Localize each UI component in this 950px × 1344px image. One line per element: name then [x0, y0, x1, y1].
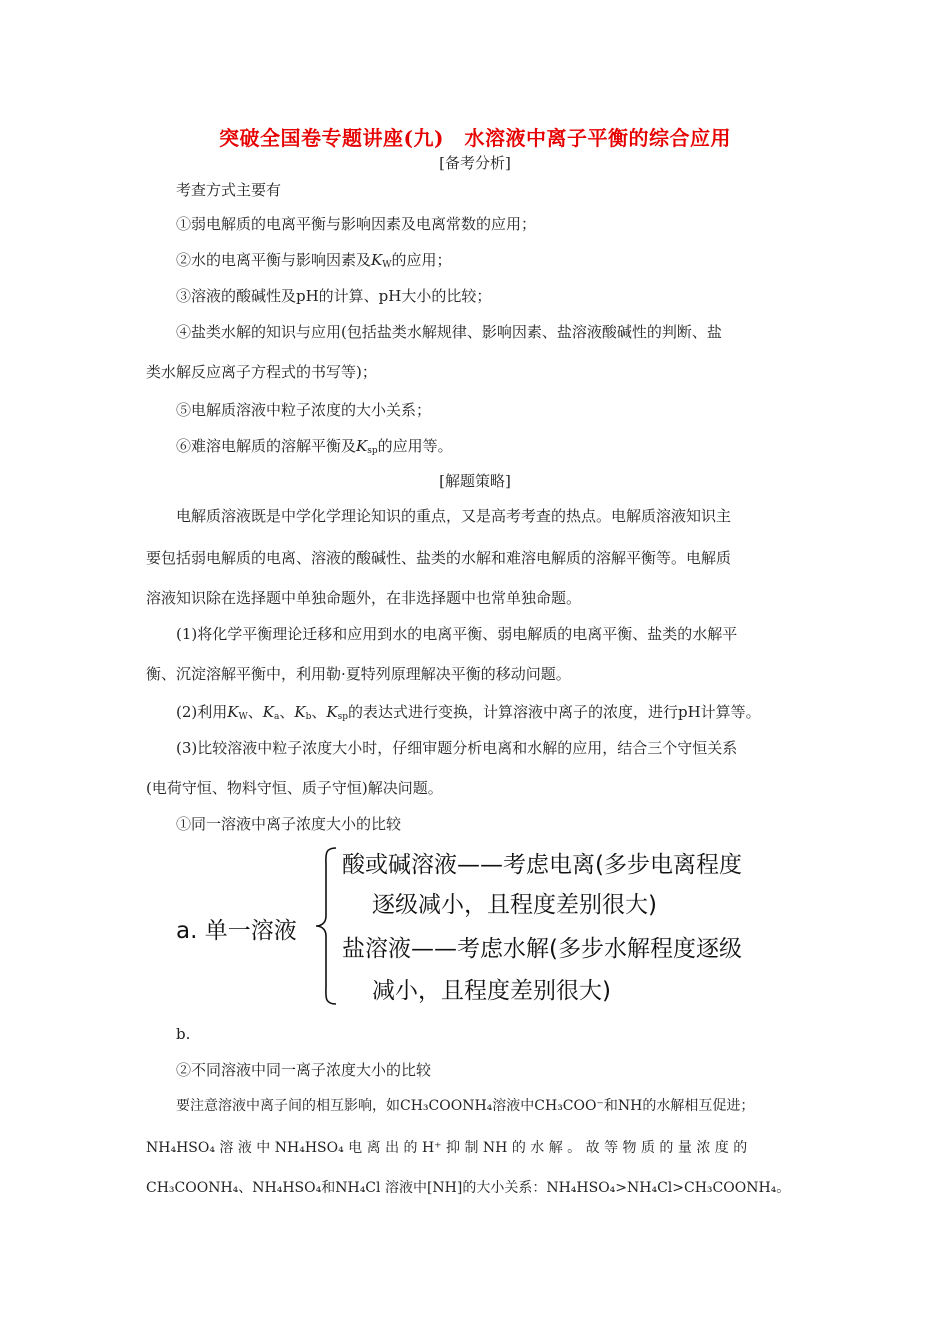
list-item: ③溶液的酸碱性及pH的计算、pH大小的比较； — [176, 287, 492, 305]
paragraph-line: ①同一溶液中离子浓度大小的比较 — [176, 815, 402, 833]
paragraph-text: (2)利用 — [176, 703, 228, 721]
acid-line-2: 逐级减小，且程度差别很大) — [372, 892, 657, 918]
item-text-tail: 的应用等。 — [377, 437, 453, 455]
kw-subscript: W — [382, 260, 392, 270]
diagram-label: a. 单一溶液 — [176, 918, 297, 944]
salt-line-1: 盐溶液——考虑水解(多步水解程度逐级 — [342, 936, 742, 962]
single-solution-diagram — [176, 842, 856, 1010]
paragraph-line: ②不同溶液中同一离子浓度大小的比较 — [176, 1061, 432, 1079]
intro-text: 考查方式主要有 — [176, 181, 282, 199]
section-heading-strategy: [解题策略] — [439, 472, 511, 490]
list-item — [176, 250, 452, 275]
list-item: ⑤电解质溶液中粒子浓度的大小关系； — [176, 401, 432, 419]
paragraph-line: 电解质溶液既是中学化学理论知识的重点，又是高考考查的热点。电解质溶液知识主 — [176, 507, 732, 525]
list-item-continuation: 类水解反应离子方程式的书写等)； — [146, 363, 377, 381]
paragraph-line: 溶液知识除在选择题中单独命题外，在非选择题中也常单独命题。 — [146, 589, 582, 607]
paragraph-line: (2)利用$K_W$、$K_a$、$K_b$、$K_{sp}$的表达式进行变换，计算溶液中离子的浓度，进行pH计算等。 — [176, 703, 761, 722]
item-text-tail: 的应用； — [391, 251, 452, 269]
paragraph-line: 要注意溶液中离子间的相互影响，如CH₃COONH₄溶液中CH₃COO⁻和NH的水解相互促进； — [176, 1098, 755, 1114]
paragraph-line: NH₄HSO₄ 溶 液 中 NH₄HSO₄ 电 离 出 的 H⁺ 抑 制 NH 的 水 解 。 故 等 物 质 的 量 浓 度 的 — [146, 1140, 748, 1156]
paragraph-line: (3)比较溶液中粒子浓度大小时，仔细审题分析电离和水解的应用，结合三个守恒关系 — [176, 739, 738, 757]
list-item — [176, 436, 453, 461]
acid-line-1: 酸或碱溶液——考虑电离(多步电离程度 — [342, 852, 742, 878]
item-b-label: b. — [176, 1025, 191, 1043]
list-item: ①弱电解质的电离平衡与影响因素及电离常数的应用； — [176, 215, 537, 233]
paragraph-text-tail: 的表达式进行变换，计算溶液中离子的浓度，进行pH计算等。 — [347, 703, 761, 721]
item-text: ⑥难溶电解质的溶解平衡及 — [176, 437, 357, 455]
list-item: ④盐类水解的知识与应用(包括盐类水解规律、影响因素、盐溶液酸碱性的判断、盐 — [176, 323, 722, 341]
ksp-subscript: sp — [367, 446, 378, 456]
kw-symbol: K — [371, 251, 383, 269]
paragraph-line: 要包括弱电解质的电离、溶液的酸碱性、盐类的水解和难溶电解质的溶解平衡等。电解质 — [146, 549, 732, 567]
page-title: 突破全国卷专题讲座(九) 水溶液中离子平衡的综合应用 — [219, 126, 731, 150]
brace-icon — [314, 846, 340, 1006]
section-heading-analysis: [备考分析] — [439, 154, 511, 172]
paragraph-line: (电荷守恒、物料守恒、质子守恒)解决问题。 — [146, 779, 443, 797]
paragraph-line: CH₃COONH₄、NH₄HSO₄和NH₄Cl 溶液中[NH]的大小关系：NH₄HSO₄>NH₄Cl>CH₃COONH₄。 — [146, 1180, 791, 1196]
ksp-symbol: K — [356, 437, 368, 455]
paragraph-line: (1)将化学平衡理论迁移和应用到水的电离平衡、弱电解质的电离平衡、盐类的水解平 — [176, 625, 738, 643]
paragraph-line: 衡、沉淀溶解平衡中，利用勒·夏特列原理解决平衡的移动问题。 — [146, 665, 571, 683]
item-text: ②水的电离平衡与影响因素及 — [176, 251, 372, 269]
salt-line-2: 减小，且程度差别很大) — [372, 978, 611, 1004]
